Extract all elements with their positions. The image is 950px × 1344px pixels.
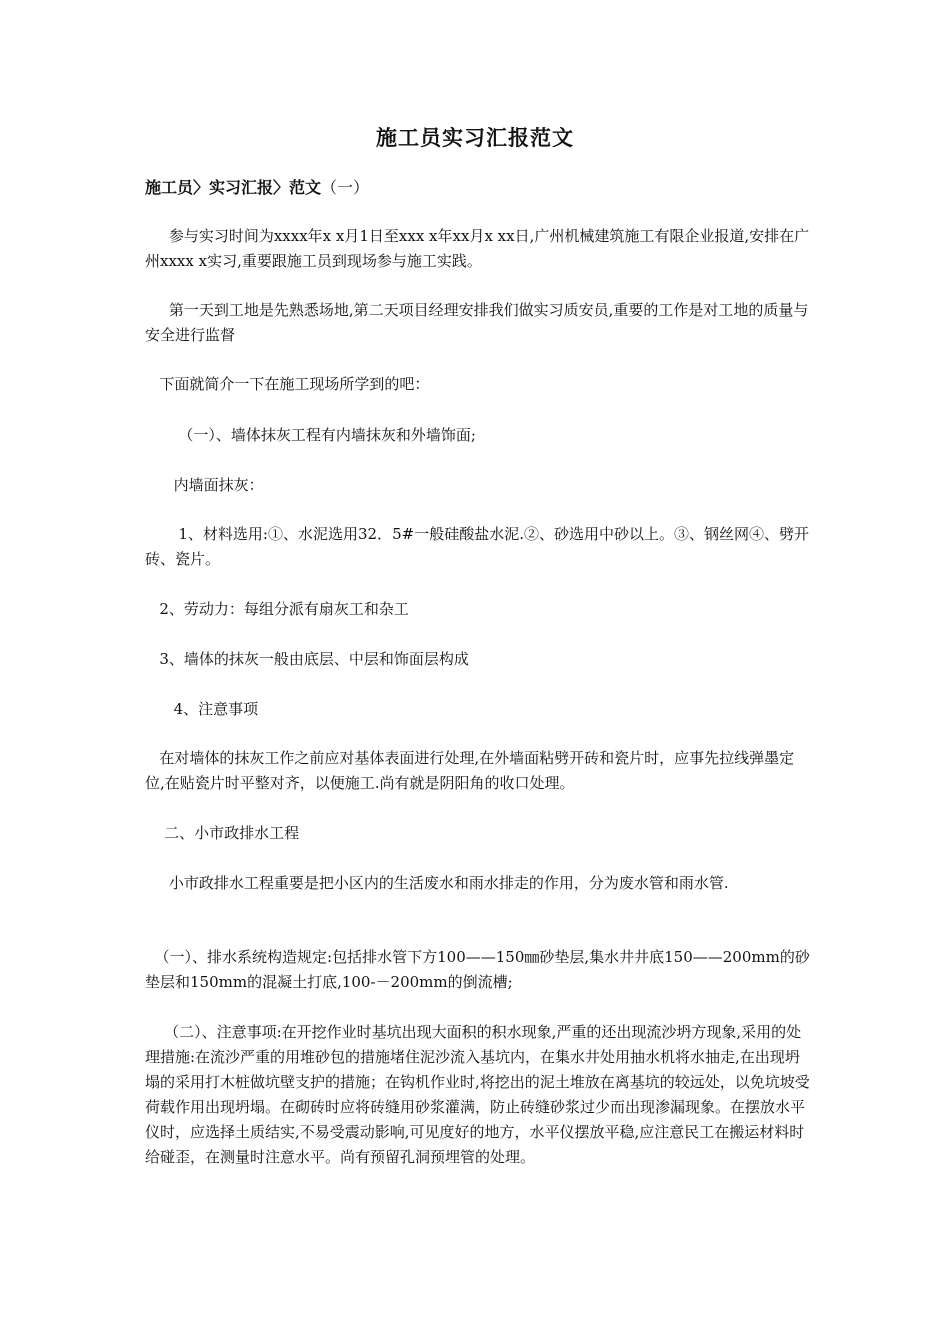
paragraph-materials: 1、材料选用:①、水泥选用32．5#一般硅酸盐水泥.②、砂选用中砂以上。③、钢丝网④、劈开砖、瓷片。	[145, 525, 809, 568]
paragraph-drainage-structure: （一）、排水系统构造规定:包括排水管下方100——150㎜砂垫层,集水井井底150——200mm的砂垫层和150mm的混凝土打底,100-－200mm的倒流槽;	[145, 948, 810, 991]
paragraph-layers: 3、墙体的抹灰一般由底层、中层和饰面层构成	[145, 650, 469, 668]
document-subtitle	[145, 175, 369, 198]
subtitle-normal-part: （一）	[321, 178, 370, 197]
paragraph-first-days: 第一天到工地是先熟悉场地,第二天项目经理安排我们做实习质安员,重要的工作是对工地的质量与安全进行监督	[145, 301, 809, 344]
paragraph-surface-treatment: 在对墙体的抹灰工作之前应对基体表面进行处理,在外墙面粘劈开砖和瓷片时，应事先拉线弹墨定位,在贴瓷片时平整对齐，以便施工.尚有就是阴阳角的收口处理。	[145, 749, 795, 792]
paragraph-notes-heading: 4、注意事项	[145, 700, 259, 718]
paragraph-intro-learning: 下面就简介一下在施工现场所学到的吧：	[145, 375, 430, 393]
paragraph-internship-intro: 参与实习时间为xxxx年x x月1日至xxx x年xx月x xx日,广州机械建筑施工有限企业报道,安排在广州xxxx x实习,重要跟施工员到现场参与施工实践。	[145, 227, 810, 270]
paragraph-section-drainage: 二、小市政排水工程	[145, 824, 300, 842]
paragraph-drainage-notes: （二）、注意事项:在开挖作业时基坑出现大面积的积水现象,严重的还出现流沙坍方现象,采用的处理措施:在流沙严重的用堆砂包的措施堵住泥沙流入基坑内，在集水井处用抽水机将水抽走,在出现坍塌的采用打木桩做坑壁支护的措施；在钩机作业时,将挖出的泥土堆放在离基坑的较远处，以免坑坡受荷载作用出现坍塌。在砌砖时应将砖缝用砂浆灌满，防止砖缝砂浆过少而出现渗漏现象。在摆放水平仪时，应选择土质结实,不易受震动影响,可见度好的地方，水平仪摆放平稳,应注意民工在搬运材料时给碰歪，在测量时注意水平。尚有预留孔洞预埋管的处理。	[145, 1023, 810, 1166]
paragraph-drainage-purpose: 小市政排水工程重要是把小区内的生活废水和雨水排走的作用，分为废水管和雨水管.	[145, 874, 729, 892]
paragraph-inner-wall-heading: 内墙面抹灰：	[145, 476, 264, 494]
subtitle-bold-part: 施工员〉实习汇报〉范文	[145, 178, 322, 197]
document-title: 施工员实习汇报范文	[376, 125, 574, 150]
paragraph-labor: 2、劳动力：每组分派有扇灰工和杂工	[145, 600, 409, 618]
paragraph-section-wall-plaster: （一）、墙体抹灰工程有内墙抹灰和外墙饰面;	[145, 426, 476, 444]
